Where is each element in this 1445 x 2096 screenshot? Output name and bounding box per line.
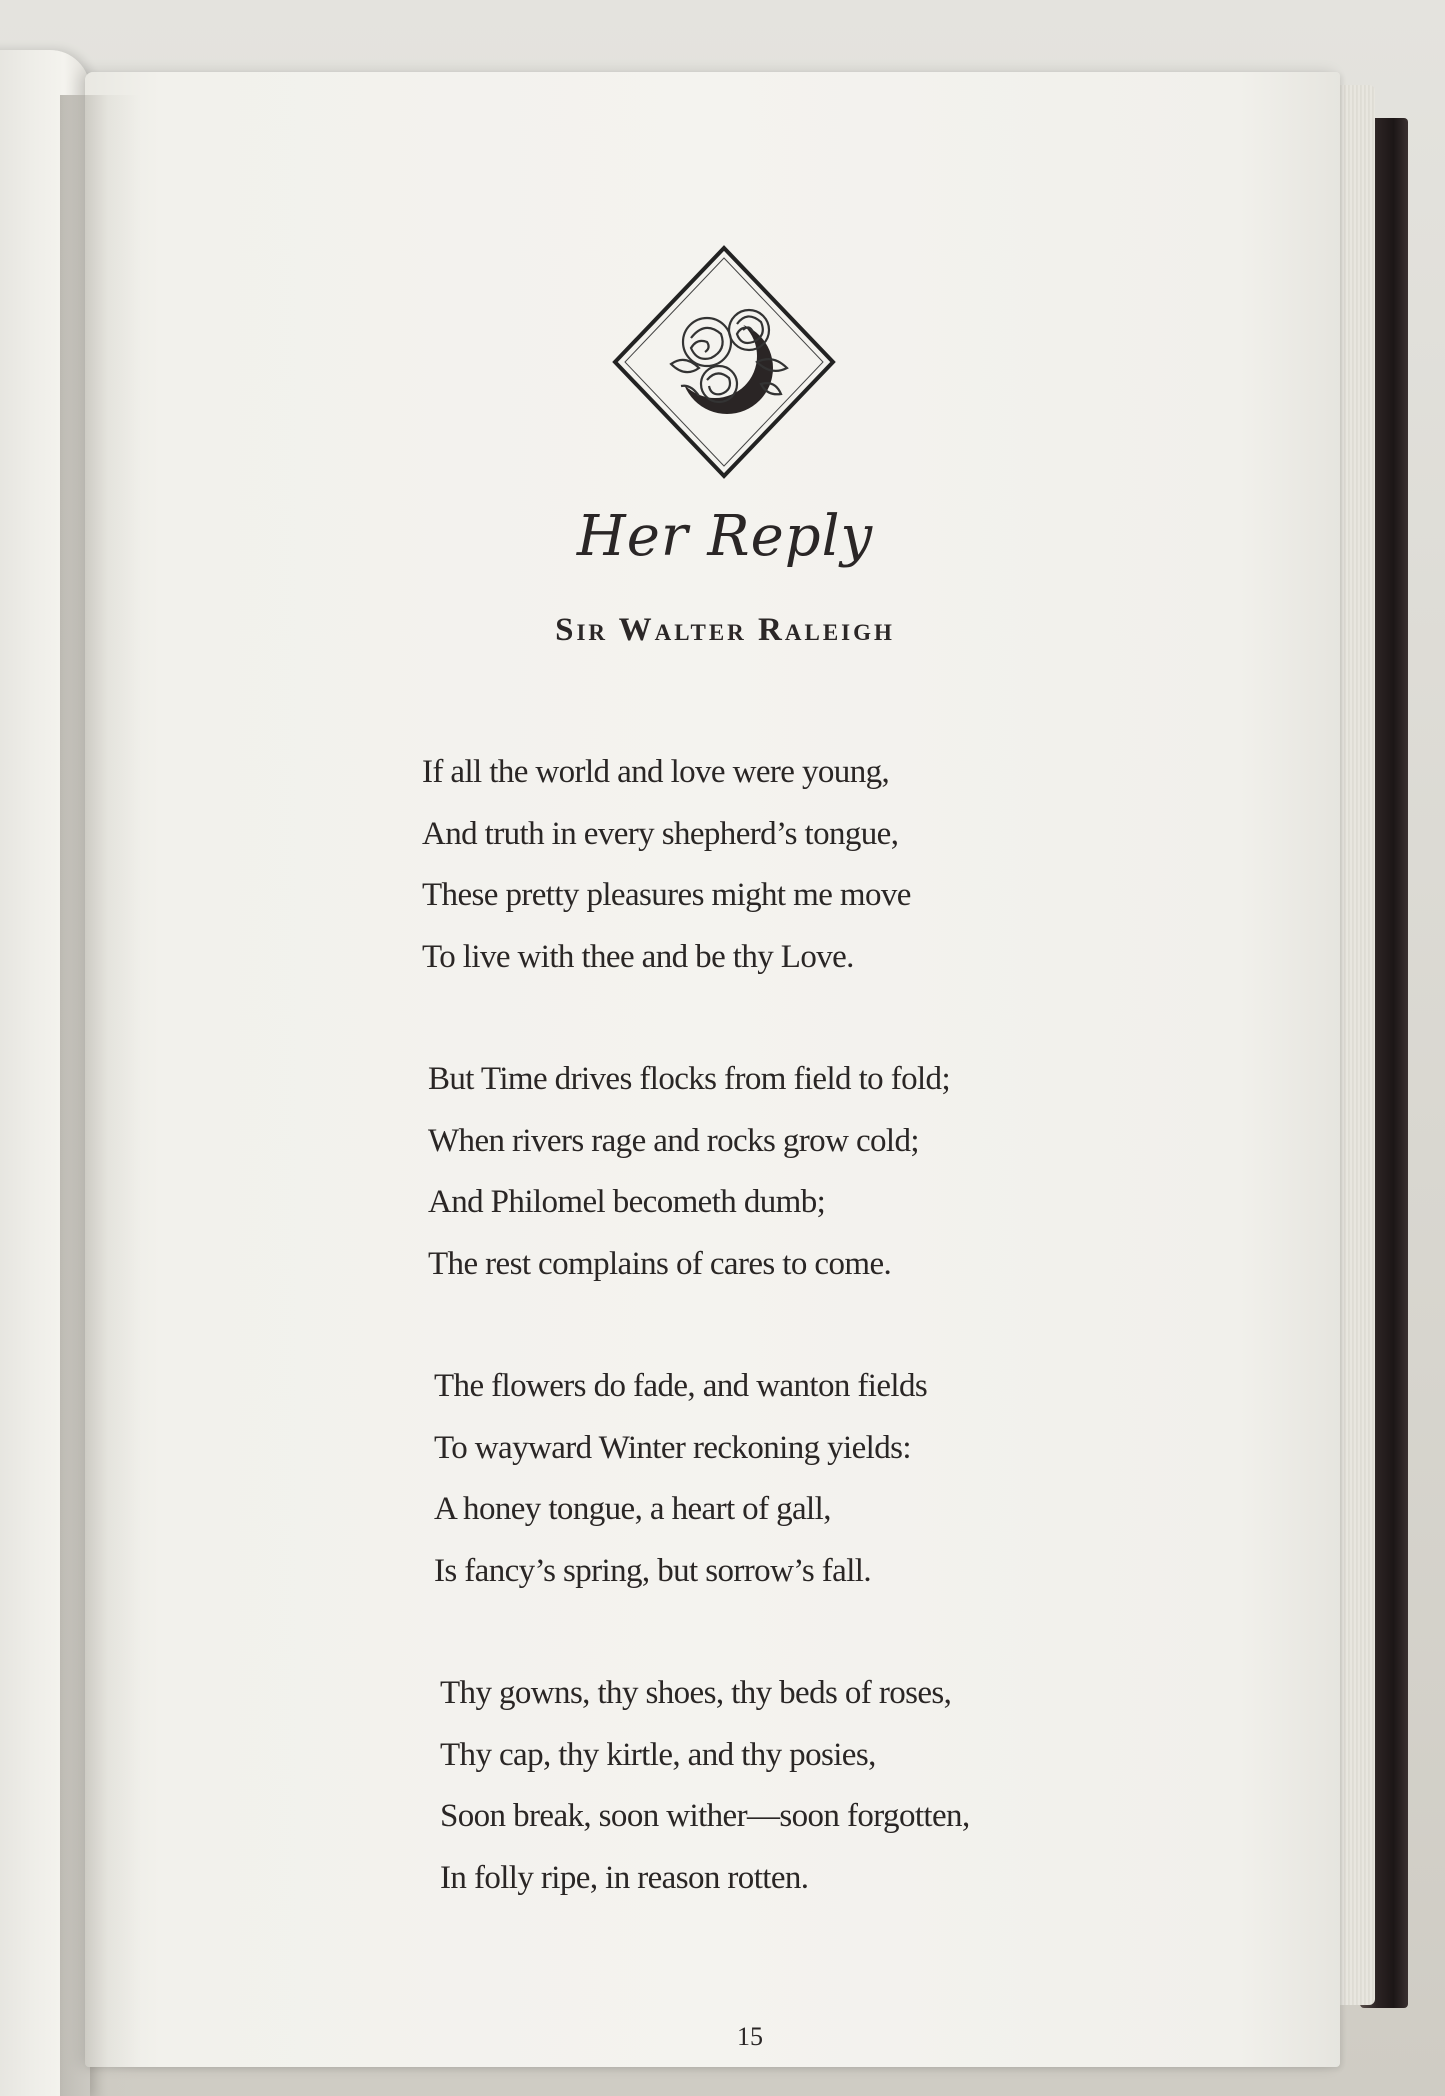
poem-line: Soon break, soon wither—soon forgotten, <box>440 1798 970 1834</box>
rose-diamond-ornament-icon <box>611 244 837 480</box>
poem-line: Is fancy’s spring, but sorrow’s fall. <box>434 1552 871 1589</box>
poem-line: But Time drives flocks from field to fold; <box>428 1061 951 1097</box>
poem-line: The flowers do fade, and wanton fields <box>434 1368 928 1404</box>
poem-line: When rivers rage and rocks grow cold; <box>428 1122 919 1159</box>
stanza-2 <box>428 1049 1102 1295</box>
stanza-3 <box>434 1356 1102 1602</box>
poem-line: Thy gowns, thy shoes, thy beds of roses, <box>440 1675 952 1711</box>
poem-body <box>422 742 1102 1970</box>
page-number: 15 <box>737 2022 763 2051</box>
poem-title: Her Reply <box>576 504 874 569</box>
poem-line: And truth in every shepherd’s tongue, <box>422 815 899 852</box>
poem-line: Thy cap, thy kirtle, and thy posies, <box>440 1736 876 1773</box>
poem-line: These pretty pleasures might me move <box>422 877 911 913</box>
poem-line: If all the world and love were young, <box>422 754 890 790</box>
gutter-shadow <box>60 95 140 2096</box>
poem-line: To wayward Winter reckoning yields: <box>434 1429 911 1466</box>
poem-line: And Philomel becometh dumb; <box>428 1184 826 1220</box>
stanza-1 <box>422 742 1102 988</box>
poem-author: Sir Walter Raleigh <box>555 612 895 648</box>
poem-line: The rest complains of cares to come. <box>428 1245 892 1282</box>
poem-line: In folly ripe, in reason rotten. <box>440 1859 809 1896</box>
poem-line: To live with thee and be thy Love. <box>422 938 854 975</box>
poem-line: A honey tongue, a heart of gall, <box>434 1491 831 1527</box>
stanza-4 <box>440 1663 1102 1909</box>
book-page <box>85 72 1340 2067</box>
